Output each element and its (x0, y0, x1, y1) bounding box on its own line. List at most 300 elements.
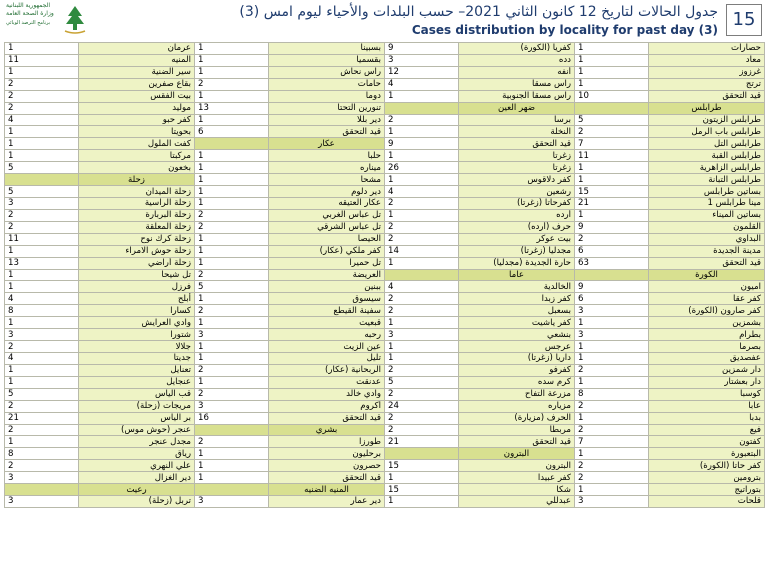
case-count-cell: 1 (195, 448, 269, 460)
case-count-cell: 3 (5, 329, 79, 341)
case-count-cell: 2 (385, 424, 459, 436)
table-row (5, 221, 765, 233)
locality-name-cell: العريضة (269, 269, 385, 281)
case-count-cell: 1 (575, 341, 649, 353)
case-count-cell: 2 (5, 78, 79, 90)
case-count-cell: 1 (195, 472, 269, 484)
case-count-cell: 2 (385, 197, 459, 209)
case-count-cell: 7 (575, 436, 649, 448)
locality-name-cell: بر الياس (79, 412, 195, 424)
cases-table (4, 42, 765, 508)
district-header-cell: عاما (459, 269, 575, 281)
table-row (5, 424, 765, 436)
locality-name-cell: عدنقت (269, 376, 385, 388)
case-count-cell: 8 (5, 305, 79, 317)
locality-name-cell: كفت الملول (79, 138, 195, 150)
case-count-cell: 1 (195, 341, 269, 353)
case-count-cell: 1 (385, 352, 459, 364)
case-count-cell: 1 (195, 114, 269, 126)
locality-name-cell: راس نحاش (269, 66, 385, 78)
case-count-cell: 3 (5, 472, 79, 484)
district-header-cell: بشري (269, 424, 385, 436)
locality-name-cell: طرابلس القبة (649, 150, 765, 162)
table-row (5, 352, 765, 364)
table-row (5, 150, 765, 162)
table-row (5, 126, 765, 138)
case-count-cell: 2 (5, 102, 79, 114)
case-count-cell: 3 (385, 54, 459, 66)
title-arabic: جدول الحالات لتاريخ 12 كانون الثاني 2021– حسب البلدات والأحياء ليوم امس (3) (239, 4, 718, 20)
table-row (5, 472, 765, 484)
locality-name-cell: دير عمار (269, 496, 385, 508)
table-row (5, 376, 765, 388)
case-count-cell: 9 (575, 221, 649, 233)
case-count-cell: 15 (575, 186, 649, 198)
case-count-cell: 2 (575, 364, 649, 376)
locality-name-cell: أكروم (269, 400, 385, 412)
table-row (5, 448, 765, 460)
case-count-cell: 2 (385, 364, 459, 376)
case-count-cell: 1 (195, 186, 269, 198)
locality-name-cell: حارة الجديدة (مجدليا) (459, 257, 575, 269)
locality-name-cell: البتعبورة (649, 448, 765, 460)
case-count-cell: 1 (385, 174, 459, 186)
locality-name-cell: كفر ياشيت (459, 317, 575, 329)
locality-name-cell: زحلة الراسية (79, 197, 195, 209)
locality-name-cell: قيد التحقق (269, 126, 385, 138)
case-count-cell: 6 (575, 245, 649, 257)
locality-name-cell: بخعون (79, 162, 195, 174)
case-count-cell: 21 (575, 197, 649, 209)
case-count-cell: 1 (5, 245, 79, 257)
logo-line-ministry: وزارة الصحة العامة (6, 10, 54, 17)
locality-name-cell: بسبينا (269, 43, 385, 55)
case-count-cell: 1 (575, 174, 649, 186)
case-count-cell: 4 (385, 186, 459, 198)
case-count-cell: 1 (5, 66, 79, 78)
locality-name-cell: زغرتا (459, 162, 575, 174)
case-count-cell: 63 (575, 257, 649, 269)
case-count-cell: 3 (5, 197, 79, 209)
locality-name-cell: ميناره (269, 162, 385, 174)
locality-name-cell: كفر ملكي (عكار) (269, 245, 385, 257)
case-count-cell: 2 (5, 424, 79, 436)
locality-name-cell: راس مسقا (459, 78, 575, 90)
locality-name-cell: تعنايل (79, 364, 195, 376)
case-count-cell (195, 424, 269, 436)
case-count-cell: 3 (575, 305, 649, 317)
case-count-cell: 3 (5, 496, 79, 508)
case-count-cell: 21 (385, 436, 459, 448)
locality-name-cell: عنجر (حوش موس) (79, 424, 195, 436)
logo-line-republic: الجمهورية اللبنانية (6, 2, 51, 9)
district-header-cell: طرابلس (649, 102, 765, 114)
case-count-cell: 1 (195, 197, 269, 209)
locality-name-cell: بقاع صفرين (79, 78, 195, 90)
locality-name-cell: عبدللي (459, 496, 575, 508)
case-count-cell: 15 (385, 460, 459, 472)
case-count-cell: 1 (5, 126, 79, 138)
locality-name-cell: مربطا (459, 424, 575, 436)
locality-name-cell: القلمون (649, 221, 765, 233)
case-count-cell: 9 (575, 281, 649, 293)
case-count-cell: 2 (5, 460, 79, 472)
locality-name-cell: عفصديق (649, 352, 765, 364)
table-row (5, 186, 765, 198)
locality-name-cell: تل عباس الغربي (269, 209, 385, 221)
locality-name-cell: طرابلس باب الرمل (649, 126, 765, 138)
case-count-cell: 1 (385, 472, 459, 484)
locality-name-cell: راس مسقا الجنوبية (459, 90, 575, 102)
case-count-cell: 1 (195, 317, 269, 329)
locality-name-cell: دار بعشتار (649, 376, 765, 388)
case-count-cell: 26 (385, 162, 459, 174)
locality-name-cell: بترومين (649, 472, 765, 484)
case-count-cell: 1 (5, 150, 79, 162)
locality-name-cell: كفتون (649, 436, 765, 448)
locality-name-cell: دده (459, 54, 575, 66)
case-count-cell: 1 (575, 448, 649, 460)
case-count-cell: 1 (5, 436, 79, 448)
locality-name-cell: تليل (269, 352, 385, 364)
locality-name-cell: سفينة القيطع (269, 305, 385, 317)
case-count-cell: 2 (195, 436, 269, 448)
case-count-cell: 1 (195, 460, 269, 472)
locality-name-cell: بساتين طرابلس (649, 186, 765, 198)
locality-name-cell: تل شيحا (79, 269, 195, 281)
locality-name-cell: قيد التحقق (459, 436, 575, 448)
table-row (5, 460, 765, 472)
case-count-cell: 2 (575, 400, 649, 412)
table-row (5, 245, 765, 257)
locality-name-cell: الربحانية (عكار) (269, 364, 385, 376)
case-count-cell: 1 (5, 43, 79, 55)
case-count-cell: 4 (385, 78, 459, 90)
district-header-cell: البترون (459, 448, 575, 460)
case-count-cell: 5 (575, 114, 649, 126)
case-count-cell: 8 (5, 448, 79, 460)
case-count-cell: 4 (5, 293, 79, 305)
table-row (5, 400, 765, 412)
locality-name-cell: بقسميا (269, 54, 385, 66)
case-count-cell: 1 (385, 496, 459, 508)
locality-name-cell: دير الغزال (79, 472, 195, 484)
case-count-cell: 2 (385, 221, 459, 233)
page-number-box: 15 (726, 4, 762, 36)
case-count-cell: 2 (195, 269, 269, 281)
locality-name-cell: عرجس (459, 341, 575, 353)
case-count-cell: 2 (575, 126, 649, 138)
locality-name-cell: كفر دلاقوس (459, 174, 575, 186)
locality-name-cell: حصرون (269, 460, 385, 472)
case-count-cell: 4 (5, 114, 79, 126)
locality-name-cell: جلالا (79, 341, 195, 353)
case-count-cell: 2 (195, 305, 269, 317)
locality-name-cell: دير بللا (269, 114, 385, 126)
case-count-cell: 1 (195, 90, 269, 102)
table-row (5, 281, 765, 293)
locality-name-cell: كفريا (الكورة) (459, 43, 575, 55)
case-count-cell (195, 484, 269, 496)
locality-name-cell: قيد التحقق (649, 90, 765, 102)
locality-name-cell: كفرحاتا (زغرتا) (459, 197, 575, 209)
table-row (5, 293, 765, 305)
case-count-cell (575, 102, 649, 114)
locality-name-cell: تربل (زحلة) (79, 496, 195, 508)
case-count-cell: 3 (195, 329, 269, 341)
case-count-cell (385, 448, 459, 460)
case-count-cell: 2 (5, 209, 79, 221)
case-count-cell: 10 (575, 90, 649, 102)
case-count-cell: 1 (195, 43, 269, 55)
case-count-cell (385, 102, 459, 114)
table-row (5, 43, 765, 55)
locality-name-cell: بيت الفقس (79, 90, 195, 102)
locality-name-cell: رشعين (459, 186, 575, 198)
table-row (5, 233, 765, 245)
locality-name-cell: برحليون (269, 448, 385, 460)
locality-name-cell: وادي خالد (269, 388, 385, 400)
case-count-cell: 5 (385, 376, 459, 388)
locality-name-cell: عابا (649, 400, 765, 412)
table-row (5, 436, 765, 448)
locality-name-cell: عنجايل (79, 376, 195, 388)
case-count-cell: 2 (385, 233, 459, 245)
case-count-cell: 2 (385, 114, 459, 126)
locality-name-cell: تنورين التحتا (269, 102, 385, 114)
table-row (5, 138, 765, 150)
case-count-cell: 15 (385, 484, 459, 496)
locality-name-cell: مركبتا (79, 150, 195, 162)
locality-name-cell: زحلة كرك نوح (79, 233, 195, 245)
locality-name-cell: رياق (79, 448, 195, 460)
case-count-cell: 3 (575, 329, 649, 341)
case-count-cell: 9 (385, 138, 459, 150)
case-count-cell (195, 138, 269, 150)
case-count-cell: 1 (575, 66, 649, 78)
locality-name-cell: شكا (459, 484, 575, 496)
case-count-cell: 2 (575, 472, 649, 484)
locality-name-cell: المنيه (79, 54, 195, 66)
case-count-cell: 1 (575, 209, 649, 221)
locality-name-cell: بحويتا (79, 126, 195, 138)
locality-name-cell: كفر عقا (649, 293, 765, 305)
locality-name-cell: قيد التحقق (269, 412, 385, 424)
locality-name-cell: بشمزين (649, 317, 765, 329)
case-count-cell: 1 (385, 257, 459, 269)
locality-name-cell: فيع (649, 424, 765, 436)
locality-name-cell: طورزا (269, 436, 385, 448)
locality-name-cell: طرابلس الزيتون (649, 114, 765, 126)
table-row (5, 114, 765, 126)
district-header-cell: ضهر العين (459, 102, 575, 114)
locality-name-cell: عين الزيت (269, 341, 385, 353)
case-count-cell: 6 (575, 293, 649, 305)
case-count-cell: 1 (195, 54, 269, 66)
case-count-cell: 1 (385, 341, 459, 353)
case-count-cell: 2 (575, 233, 649, 245)
case-count-cell: 1 (5, 317, 79, 329)
logo-line-program: برنامج الترصد الوبائي (6, 20, 51, 26)
locality-name-cell: ببنين (269, 281, 385, 293)
table-row (5, 317, 765, 329)
case-count-cell: 13 (5, 257, 79, 269)
locality-name-cell: زغرتا (459, 150, 575, 162)
case-count-cell: 8 (575, 388, 649, 400)
locality-name-cell: تل عباس الشرقي (269, 221, 385, 233)
locality-name-cell: رحبه (269, 329, 385, 341)
locality-name-cell: طرابلس الزاهرية (649, 162, 765, 174)
case-count-cell: 1 (575, 352, 649, 364)
locality-name-cell: حصارات (649, 43, 765, 55)
case-count-cell: 7 (575, 138, 649, 150)
case-count-cell (5, 174, 79, 186)
locality-name-cell: أرده (459, 209, 575, 221)
case-count-cell: 1 (195, 174, 269, 186)
locality-name-cell: غرزوز (649, 66, 765, 78)
locality-name-cell: مجدل عنجر (79, 436, 195, 448)
case-count-cell: 2 (195, 78, 269, 90)
locality-name-cell: ترتج (649, 78, 765, 90)
case-count-cell: 1 (575, 54, 649, 66)
table-row (5, 90, 765, 102)
table-row (5, 66, 765, 78)
case-count-cell: 12 (385, 66, 459, 78)
case-count-cell: 14 (385, 245, 459, 257)
table-row (5, 209, 765, 221)
table-row (5, 269, 765, 281)
case-count-cell (5, 484, 79, 496)
locality-name-cell: كفر زبدا (459, 293, 575, 305)
locality-name-cell: جديتا (79, 352, 195, 364)
locality-name-cell: مدينة الجديدة (649, 245, 765, 257)
case-count-cell (385, 269, 459, 281)
locality-name-cell: النخلة (459, 126, 575, 138)
locality-name-cell: دار شمزين (649, 364, 765, 376)
case-count-cell: 1 (575, 78, 649, 90)
table-row (5, 197, 765, 209)
locality-name-cell: مينا طرابلس 1 (649, 197, 765, 209)
case-count-cell: 1 (195, 66, 269, 78)
case-count-cell: 3 (195, 400, 269, 412)
case-count-cell: 1 (575, 484, 649, 496)
locality-name-cell: مزرعة التفاح (459, 388, 575, 400)
locality-name-cell: علي النهري (79, 460, 195, 472)
case-count-cell: 3 (195, 496, 269, 508)
locality-name-cell: حرف (أرده) (459, 221, 575, 233)
case-count-cell: 1 (195, 257, 269, 269)
locality-name-cell: زحلة أراضي (79, 257, 195, 269)
locality-name-cell: عكار العتيقه (269, 197, 385, 209)
case-count-cell: 5 (5, 388, 79, 400)
locality-name-cell: عرمان (79, 43, 195, 55)
locality-name-cell: تل حميرا (269, 257, 385, 269)
table-row (5, 78, 765, 90)
locality-name-cell: كسارا (79, 305, 195, 317)
locality-name-cell: قيد التحقق (459, 138, 575, 150)
locality-name-cell: بساتين الميناء (649, 209, 765, 221)
locality-name-cell: أنفه (459, 66, 575, 78)
locality-name-cell: حامات (269, 78, 385, 90)
locality-name-cell: بتوراتيج (649, 484, 765, 496)
locality-name-cell: كوسبا (649, 388, 765, 400)
locality-name-cell: الحيصا (269, 233, 385, 245)
table-row (5, 364, 765, 376)
case-count-cell: 1 (5, 281, 79, 293)
case-count-cell: 6 (195, 126, 269, 138)
table-row (5, 484, 765, 496)
case-count-cell: 1 (385, 90, 459, 102)
locality-name-cell: مزياره (459, 400, 575, 412)
case-count-cell: 11 (575, 150, 649, 162)
locality-name-cell: سير الضنية (79, 66, 195, 78)
case-count-cell: 16 (195, 412, 269, 424)
locality-name-cell: بطرام (649, 329, 765, 341)
case-count-cell: 1 (5, 364, 79, 376)
case-count-cell: 1 (195, 376, 269, 388)
case-count-cell: 1 (5, 376, 79, 388)
locality-name-cell: دير دلوم (269, 186, 385, 198)
case-count-cell: 4 (5, 352, 79, 364)
locality-name-cell: طرابلس التل (649, 138, 765, 150)
locality-name-cell: كفر صارون (الكورة) (649, 305, 765, 317)
case-count-cell: 1 (385, 209, 459, 221)
locality-name-cell: كفر عبيدا (459, 472, 575, 484)
table-row (5, 162, 765, 174)
case-count-cell: 1 (5, 269, 79, 281)
locality-name-cell: البترون (459, 460, 575, 472)
locality-name-cell: الخالدية (459, 281, 575, 293)
locality-name-cell: الحرف (مزيارة) (459, 412, 575, 424)
locality-name-cell: زحلة المعلقة (79, 221, 195, 233)
case-count-cell: 2 (195, 388, 269, 400)
locality-name-cell: كفر حبو (79, 114, 195, 126)
case-count-cell: 4 (385, 281, 459, 293)
locality-name-cell: البداوي (649, 233, 765, 245)
case-count-cell: 2 (575, 424, 649, 436)
locality-name-cell: مشحا (269, 174, 385, 186)
locality-name-cell: بيت عوكر (459, 233, 575, 245)
table-row (5, 102, 765, 114)
title-english: Cases distribution by locality for past day (3) (411, 23, 718, 37)
locality-name-cell: كرم سده (459, 376, 575, 388)
table-row (5, 329, 765, 341)
locality-name-cell: دوما (269, 90, 385, 102)
locality-name-cell: اميون (649, 281, 765, 293)
case-count-cell: 1 (195, 162, 269, 174)
locality-name-cell: معاد (649, 54, 765, 66)
locality-name-cell: بسعبل (459, 305, 575, 317)
locality-name-cell: كفرفو (459, 364, 575, 376)
case-count-cell (575, 269, 649, 281)
locality-name-cell: داريا (زغرتا) (459, 352, 575, 364)
case-count-cell: 1 (575, 43, 649, 55)
case-count-cell: 1 (385, 150, 459, 162)
locality-name-cell: بنشعي (459, 329, 575, 341)
table-row (5, 257, 765, 269)
locality-name-cell: قيد التحقق (269, 472, 385, 484)
table-row (5, 341, 765, 353)
district-header-cell: زحلة (79, 174, 195, 186)
case-count-cell: 1 (575, 162, 649, 174)
case-count-cell: 2 (195, 221, 269, 233)
case-count-cell: 24 (385, 400, 459, 412)
case-count-cell: 13 (195, 102, 269, 114)
locality-name-cell: قيد التحقق (649, 257, 765, 269)
table-row (5, 412, 765, 424)
locality-name-cell: قب الياس (79, 388, 195, 400)
case-count-cell: 1 (385, 317, 459, 329)
